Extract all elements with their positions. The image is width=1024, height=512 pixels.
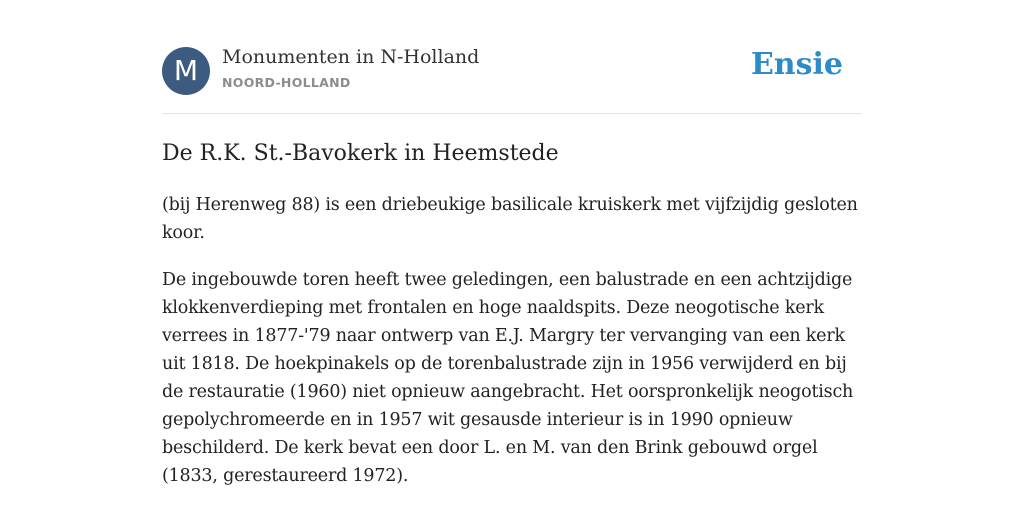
ensie-logo[interactable]: Ensie	[750, 47, 843, 82]
source-avatar[interactable]: M	[162, 47, 210, 95]
article-paragraph-2: De ingebouwde toren heeft twee geledingen, een balustrade en een achtzijdige klokkenverdieping met frontalen en hoge naaldspits. Deze neogotische kerk verrees in 1877-'79 naar ontwerp van E.J. Margry ter vervanging van een kerk uit 1818. De hoekpinakels op de torenbalustrade zijn in 1956 verwijderd en bij de restauratie (1960) niet opnieuw aangebracht. Het oorspronkelijk neogotisch gepolychromeerde en in 1957 wit gesausde interieur is in 1990 opnieuw beschilderd. De kerk bevat een door L. en M. van den Brink gebouwd orgel (1833, gerestaureerd 1972).	[162, 269, 854, 486]
article-paragraph-1: (bij Herenweg 88) is een driebeukige basilicale kruiskerk met vijfzijdig gesloten koor.	[162, 194, 858, 243]
article-card	[162, 0, 862, 490]
article-title: De R.K. St.-Bavokerk in Heemstede	[162, 141, 559, 166]
source-header	[162, 0, 862, 114]
source-region: NOORD-HOLLAND	[222, 75, 351, 90]
source-title[interactable]: Monumenten in N-Holland	[222, 46, 480, 68]
